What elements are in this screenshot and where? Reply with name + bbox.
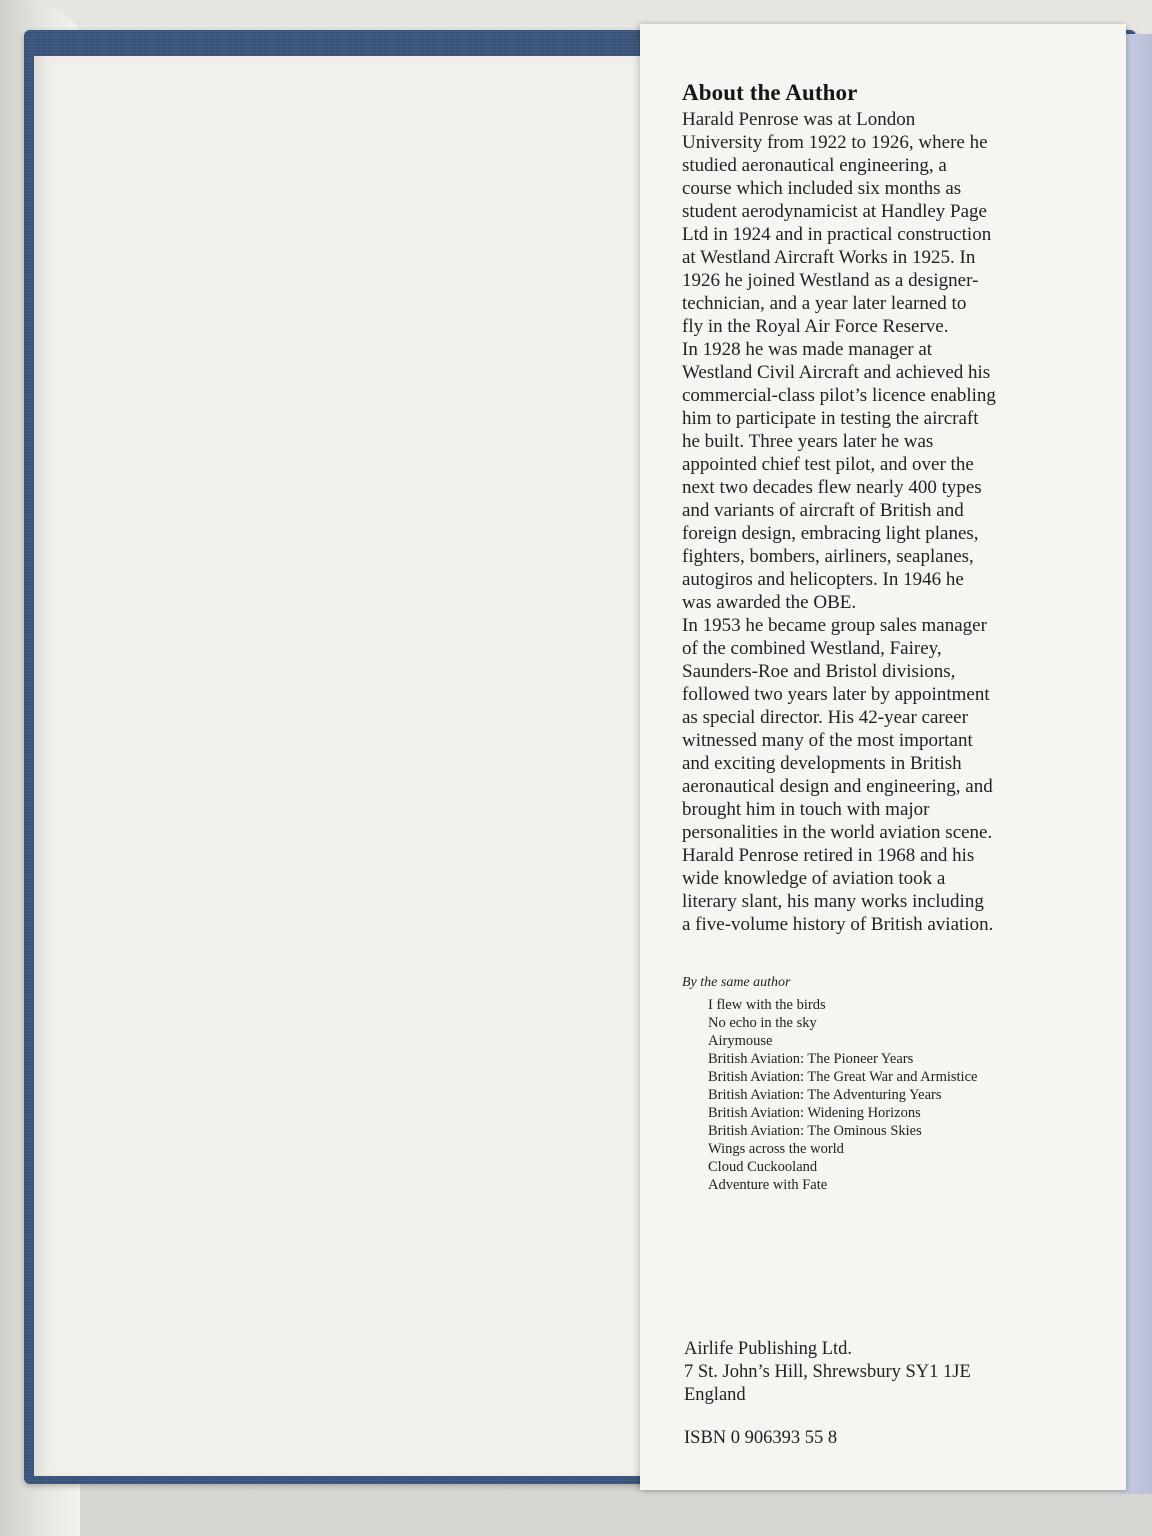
about-author-heading: About the Author bbox=[682, 80, 858, 105]
body-line: next two decades flew nearly 400 types bbox=[682, 477, 982, 498]
body-line: Saunders-Roe and Bristol divisions, bbox=[682, 661, 956, 682]
body-line: a five-volume history of British aviation. bbox=[682, 914, 994, 935]
body-line: technician, and a year later learned to bbox=[682, 293, 967, 314]
book-title: No echo in the sky bbox=[708, 1015, 817, 1031]
body-line: at Westland Aircraft Works in 1925. In bbox=[682, 247, 976, 268]
book-title: British Aviation: The Pioneer Years bbox=[708, 1051, 914, 1067]
publisher-country: England bbox=[684, 1385, 746, 1405]
body-line: fly in the Royal Air Force Reserve. bbox=[682, 316, 949, 337]
body-line: and variants of aircraft of British and bbox=[682, 500, 964, 521]
book-title: British Aviation: The Ominous Skies bbox=[708, 1123, 922, 1139]
publisher-block bbox=[684, 1338, 1104, 1407]
book-title: Adventure with Fate bbox=[708, 1177, 828, 1193]
jacket-flap bbox=[640, 24, 1126, 1490]
isbn: ISBN 0 906393 55 8 bbox=[684, 1428, 838, 1448]
body-line: followed two years later by appointment bbox=[682, 684, 990, 705]
about-author-text bbox=[682, 108, 1122, 936]
body-line: 1926 he joined Westland as a designer- bbox=[682, 270, 979, 291]
book-title: British Aviation: The Adventuring Years bbox=[708, 1087, 942, 1103]
body-line: literary slant, his many works including bbox=[682, 891, 984, 912]
body-line: course which included six months as bbox=[682, 178, 962, 199]
body-line: him to participate in testing the aircraft bbox=[682, 408, 979, 429]
body-line: In 1953 he became group sales manager bbox=[682, 615, 987, 636]
same-author-label: By the same author bbox=[682, 975, 791, 990]
body-line: and exciting developments in British bbox=[682, 753, 962, 774]
body-line: appointed chief test pilot, and over the bbox=[682, 454, 974, 475]
body-line: studied aeronautical engineering, a bbox=[682, 155, 947, 176]
body-line: commercial-class pilot’s licence enabling bbox=[682, 385, 996, 406]
body-line: of the combined Westland, Fairey, bbox=[682, 638, 942, 659]
book-title: Cloud Cuckooland bbox=[708, 1159, 818, 1175]
book-title: British Aviation: The Great War and Armistice bbox=[708, 1069, 978, 1085]
book-list bbox=[682, 996, 1102, 1194]
body-line: Harald Penrose retired in 1968 and his bbox=[682, 845, 975, 866]
publisher-address: 7 St. John’s Hill, Shrewsbury SY1 1JE bbox=[684, 1362, 971, 1382]
body-line: autogiros and helicopters. In 1946 he bbox=[682, 569, 964, 590]
body-line: foreign design, embracing light planes, bbox=[682, 523, 979, 544]
book-title: Airymouse bbox=[708, 1033, 773, 1049]
body-line: student aerodynamicist at Handley Page bbox=[682, 201, 987, 222]
body-line: aeronautical design and engineering, and bbox=[682, 776, 993, 797]
body-line: wide knowledge of aviation took a bbox=[682, 868, 946, 889]
book-title: I flew with the birds bbox=[708, 997, 826, 1013]
book-title: British Aviation: Widening Horizons bbox=[708, 1105, 921, 1121]
body-line: fighters, bombers, airliners, seaplanes, bbox=[682, 546, 974, 567]
body-line: he built. Three years later he was bbox=[682, 431, 934, 452]
body-line: In 1928 he was made manager at bbox=[682, 339, 933, 360]
body-line: personalities in the world aviation scene. bbox=[682, 822, 993, 843]
body-line: Harald Penrose was at London bbox=[682, 109, 916, 130]
body-line: was awarded the OBE. bbox=[682, 592, 857, 613]
publisher-name: Airlife Publishing Ltd. bbox=[684, 1339, 853, 1359]
body-line: brought him in touch with major bbox=[682, 799, 930, 820]
body-line: University from 1922 to 1926, where he bbox=[682, 132, 988, 153]
same-author-section bbox=[682, 974, 1102, 1194]
body-line: Ltd in 1924 and in practical construction bbox=[682, 224, 992, 245]
book-title: Wings across the world bbox=[708, 1141, 844, 1157]
body-line: Westland Civil Aircraft and achieved his bbox=[682, 362, 991, 383]
body-line: as special director. His 42-year career bbox=[682, 707, 968, 728]
body-line: witnessed many of the most important bbox=[682, 730, 973, 751]
